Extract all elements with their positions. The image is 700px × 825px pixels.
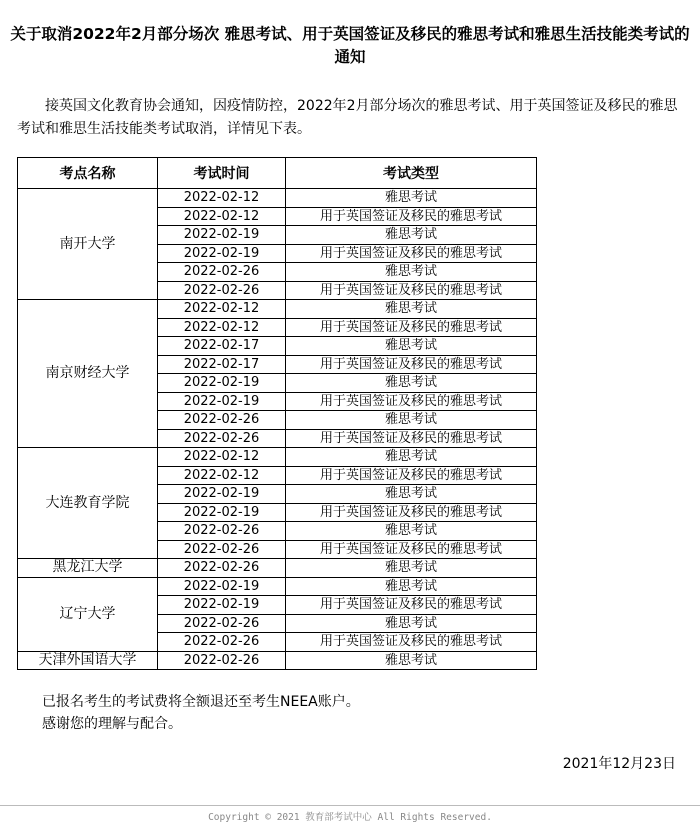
table-row (18, 300, 537, 319)
exam-date-cell: 2022-02-26 (158, 633, 286, 652)
exam-type-cell: 用于英国签证及移民的雅思考试 (286, 503, 537, 522)
notice-intro: 接英国文化教育协会通知，因疫情防控，2022年2月部分场次的雅思考试、用于英国签证及移民的雅思考试和雅思生活技能类考试取消，详情见下表。 (17, 98, 678, 137)
exam-date-cell: 2022-02-26 (158, 614, 286, 633)
exam-date-cell: 2022-02-12 (158, 466, 286, 485)
exam-type-cell: 雅思考试 (286, 448, 537, 467)
exam-center-cell: 天津外国语大学 (18, 651, 158, 670)
header-type: 考试类型 (286, 158, 537, 189)
exam-type-cell: 用于英国签证及移民的雅思考试 (286, 466, 537, 485)
exam-type-cell: 雅思考试 (286, 300, 537, 319)
exam-type-cell: 雅思考试 (286, 614, 537, 633)
exam-date-cell: 2022-02-19 (158, 226, 286, 245)
table-row (18, 448, 537, 467)
exam-type-cell: 用于英国签证及移民的雅思考试 (286, 318, 537, 337)
exam-date-cell: 2022-02-17 (158, 355, 286, 374)
exam-type-cell: 用于英国签证及移民的雅思考试 (286, 392, 537, 411)
table-row (18, 559, 537, 578)
exam-type-cell: 用于英国签证及移民的雅思考试 (286, 633, 537, 652)
notice-notes (42, 691, 682, 735)
table-body (18, 189, 537, 670)
exam-center-cell: 黑龙江大学 (18, 559, 158, 578)
exam-type-cell: 雅思考试 (286, 189, 537, 208)
exam-date-cell: 2022-02-26 (158, 263, 286, 282)
exam-date-cell: 2022-02-26 (158, 651, 286, 670)
exam-type-cell: 雅思考试 (286, 577, 537, 596)
copyright-text: Copyright © 2021 教育部考试中心 All Rights Reserved. (208, 812, 492, 823)
exam-date-cell: 2022-02-26 (158, 522, 286, 541)
notice-date: 2021年12月23日 (562, 756, 676, 772)
exam-center-cell: 大连教育学院 (18, 448, 158, 559)
exam-center-cell: 南京财经大学 (18, 300, 158, 448)
exam-date-cell: 2022-02-12 (158, 189, 286, 208)
thanks-note: 感谢您的理解与配合。 (42, 716, 182, 732)
exam-center-cell: 南开大学 (18, 189, 158, 300)
exam-type-cell: 雅思考试 (286, 651, 537, 670)
exam-date-cell: 2022-02-26 (158, 540, 286, 559)
table-row (18, 577, 537, 596)
exam-type-cell: 用于英国签证及移民的雅思考试 (286, 596, 537, 615)
cancellation-table (17, 157, 537, 670)
exam-date-cell: 2022-02-12 (158, 300, 286, 319)
exam-date-cell: 2022-02-17 (158, 337, 286, 356)
exam-type-cell: 用于英国签证及移民的雅思考试 (286, 207, 537, 226)
exam-type-cell: 雅思考试 (286, 374, 537, 393)
exam-date-cell: 2022-02-12 (158, 448, 286, 467)
exam-date-cell: 2022-02-19 (158, 596, 286, 615)
exam-date-cell: 2022-02-26 (158, 429, 286, 448)
exam-date-cell: 2022-02-19 (158, 503, 286, 522)
exam-date-cell: 2022-02-19 (158, 485, 286, 504)
exam-date-cell: 2022-02-12 (158, 207, 286, 226)
exam-type-cell: 雅思考试 (286, 559, 537, 578)
exam-date-cell: 2022-02-12 (158, 318, 286, 337)
exam-date-cell: 2022-02-19 (158, 374, 286, 393)
exam-type-cell: 雅思考试 (286, 263, 537, 282)
exam-date-cell: 2022-02-19 (158, 392, 286, 411)
exam-type-cell: 雅思考试 (286, 485, 537, 504)
header-date: 考试时间 (158, 158, 286, 189)
header-center: 考点名称 (18, 158, 158, 189)
exam-type-cell: 雅思考试 (286, 411, 537, 430)
exam-date-cell: 2022-02-19 (158, 244, 286, 263)
exam-center-cell: 辽宁大学 (18, 577, 158, 651)
footer-divider (0, 805, 700, 806)
notice-title: 关于取消2022年2月部分场次 雅思考试、用于英国签证及移民的雅思考试和雅思生活技能类考试的通知 (10, 25, 690, 66)
table-row (18, 651, 537, 670)
exam-date-cell: 2022-02-26 (158, 281, 286, 300)
table-row (18, 189, 537, 208)
exam-type-cell: 雅思考试 (286, 226, 537, 245)
exam-type-cell: 雅思考试 (286, 522, 537, 541)
refund-note: 已报名考生的考试费将全额退还至考生NEEA账户。 (42, 694, 360, 710)
exam-type-cell: 用于英国签证及移民的雅思考试 (286, 244, 537, 263)
table-header-row (18, 158, 537, 189)
exam-type-cell: 用于英国签证及移民的雅思考试 (286, 540, 537, 559)
exam-type-cell: 用于英国签证及移民的雅思考试 (286, 429, 537, 448)
exam-type-cell: 雅思考试 (286, 337, 537, 356)
exam-date-cell: 2022-02-26 (158, 411, 286, 430)
exam-date-cell: 2022-02-26 (158, 559, 286, 578)
exam-type-cell: 用于英国签证及移民的雅思考试 (286, 281, 537, 300)
exam-type-cell: 用于英国签证及移民的雅思考试 (286, 355, 537, 374)
exam-date-cell: 2022-02-19 (158, 577, 286, 596)
